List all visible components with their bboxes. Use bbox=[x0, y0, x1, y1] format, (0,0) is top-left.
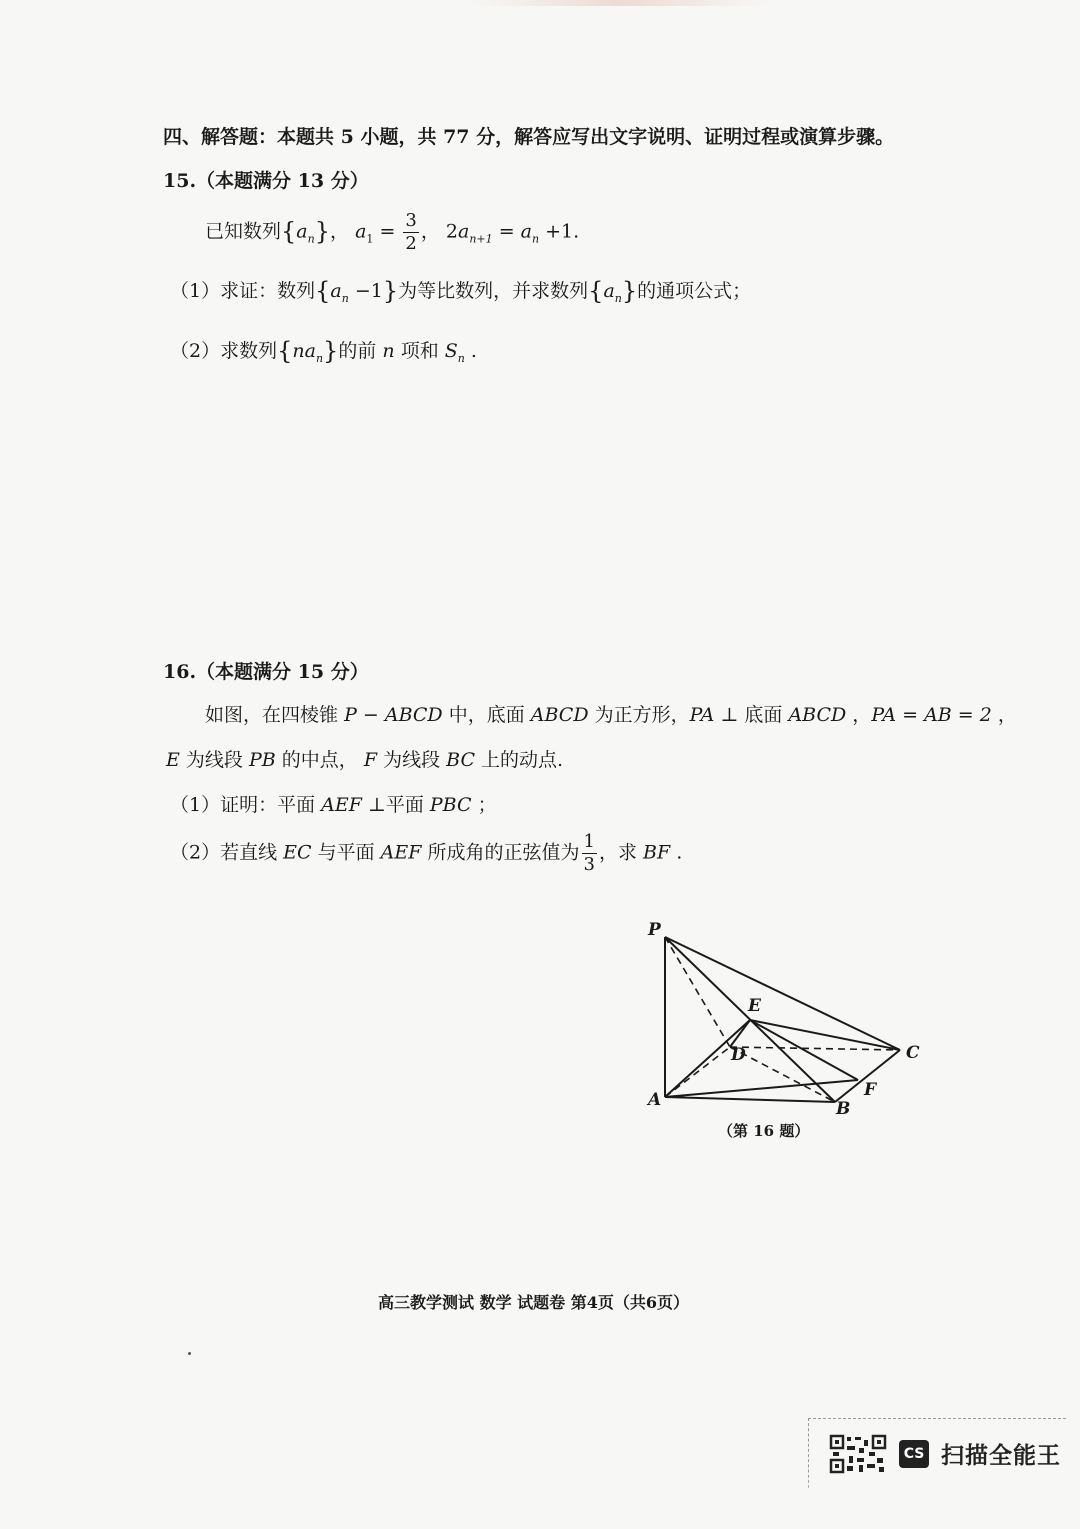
q15-header: 15.（本题满分 13 分） bbox=[163, 170, 369, 192]
label-E: E bbox=[748, 996, 761, 1016]
q16-header: 16.（本题满分 15 分） bbox=[163, 661, 369, 683]
camscanner-logo-icon: CS bbox=[899, 1440, 929, 1468]
q16-line2: E 为线段 PB 的中点， F 为线段 BC 上的动点. bbox=[166, 749, 564, 771]
q16-part1: （1）证明：平面 AEF ⊥平面 PBC ； bbox=[170, 794, 497, 816]
camscanner-brand: 扫描全能王 bbox=[941, 1443, 1061, 1469]
q16-line1: 如图，在四棱锥 P − ABCD 中，底面 ABCD 为正方形，PA ⊥ 底面 ABCD ，PA = AB = 2 ， bbox=[205, 704, 1017, 726]
edge-AB bbox=[665, 1097, 835, 1102]
label-P: P bbox=[648, 920, 661, 940]
q16-fraction: $\frac{1}{3}$ bbox=[583, 831, 595, 875]
edge-AF bbox=[665, 1080, 858, 1097]
edge-ED bbox=[730, 1020, 750, 1047]
section-heading: 四、解答题：本题共 5 小题，共 77 分，解答应写出文字说明、证明过程或演算步骤。 bbox=[163, 126, 895, 148]
label-C: C bbox=[906, 1043, 920, 1063]
label-F: F bbox=[864, 1080, 877, 1100]
bottom-fade bbox=[0, 1474, 1080, 1529]
qr-code-icon bbox=[829, 1434, 887, 1474]
edge-EC bbox=[750, 1020, 900, 1050]
page-edge-shadow bbox=[470, 0, 770, 6]
q16-part2: （2）若直线 EC 与平面 AEF 所成角的正弦值为 $\frac{1}{3}$ ，求 BF . bbox=[170, 831, 683, 875]
q15-fraction: $\frac{3}{2}$ bbox=[405, 210, 417, 254]
edge-PC bbox=[665, 937, 900, 1050]
edge-PB bbox=[665, 937, 835, 1102]
speck bbox=[188, 1352, 191, 1355]
page-footer: 高三教学测试 数学 试题卷 第4页（共6页） bbox=[378, 1293, 689, 1312]
q15-part1: （1）求证：数列$\{a_n -1\}$为等比数列，并求数列$\{a_n\}$的通项公式； bbox=[170, 277, 752, 305]
figure-caption: （第 16 题） bbox=[718, 1122, 810, 1140]
edge-DB bbox=[730, 1047, 835, 1102]
q15-stem: 已知数列$\{a_n\}$， $a_1$ = $\frac{3}{2}$ ， $2a_{n+1} = a_n +1$. bbox=[205, 210, 580, 254]
q15-part2: （2）求数列$\{na_n\}$的前 n 项和 $S_n$ . bbox=[170, 337, 477, 365]
edge-DC bbox=[730, 1047, 900, 1050]
pyramid-figure bbox=[630, 910, 930, 1120]
label-A: A bbox=[648, 1090, 662, 1110]
label-B: B bbox=[836, 1099, 851, 1119]
edge-AD bbox=[665, 1047, 730, 1097]
label-D: D bbox=[731, 1045, 746, 1065]
